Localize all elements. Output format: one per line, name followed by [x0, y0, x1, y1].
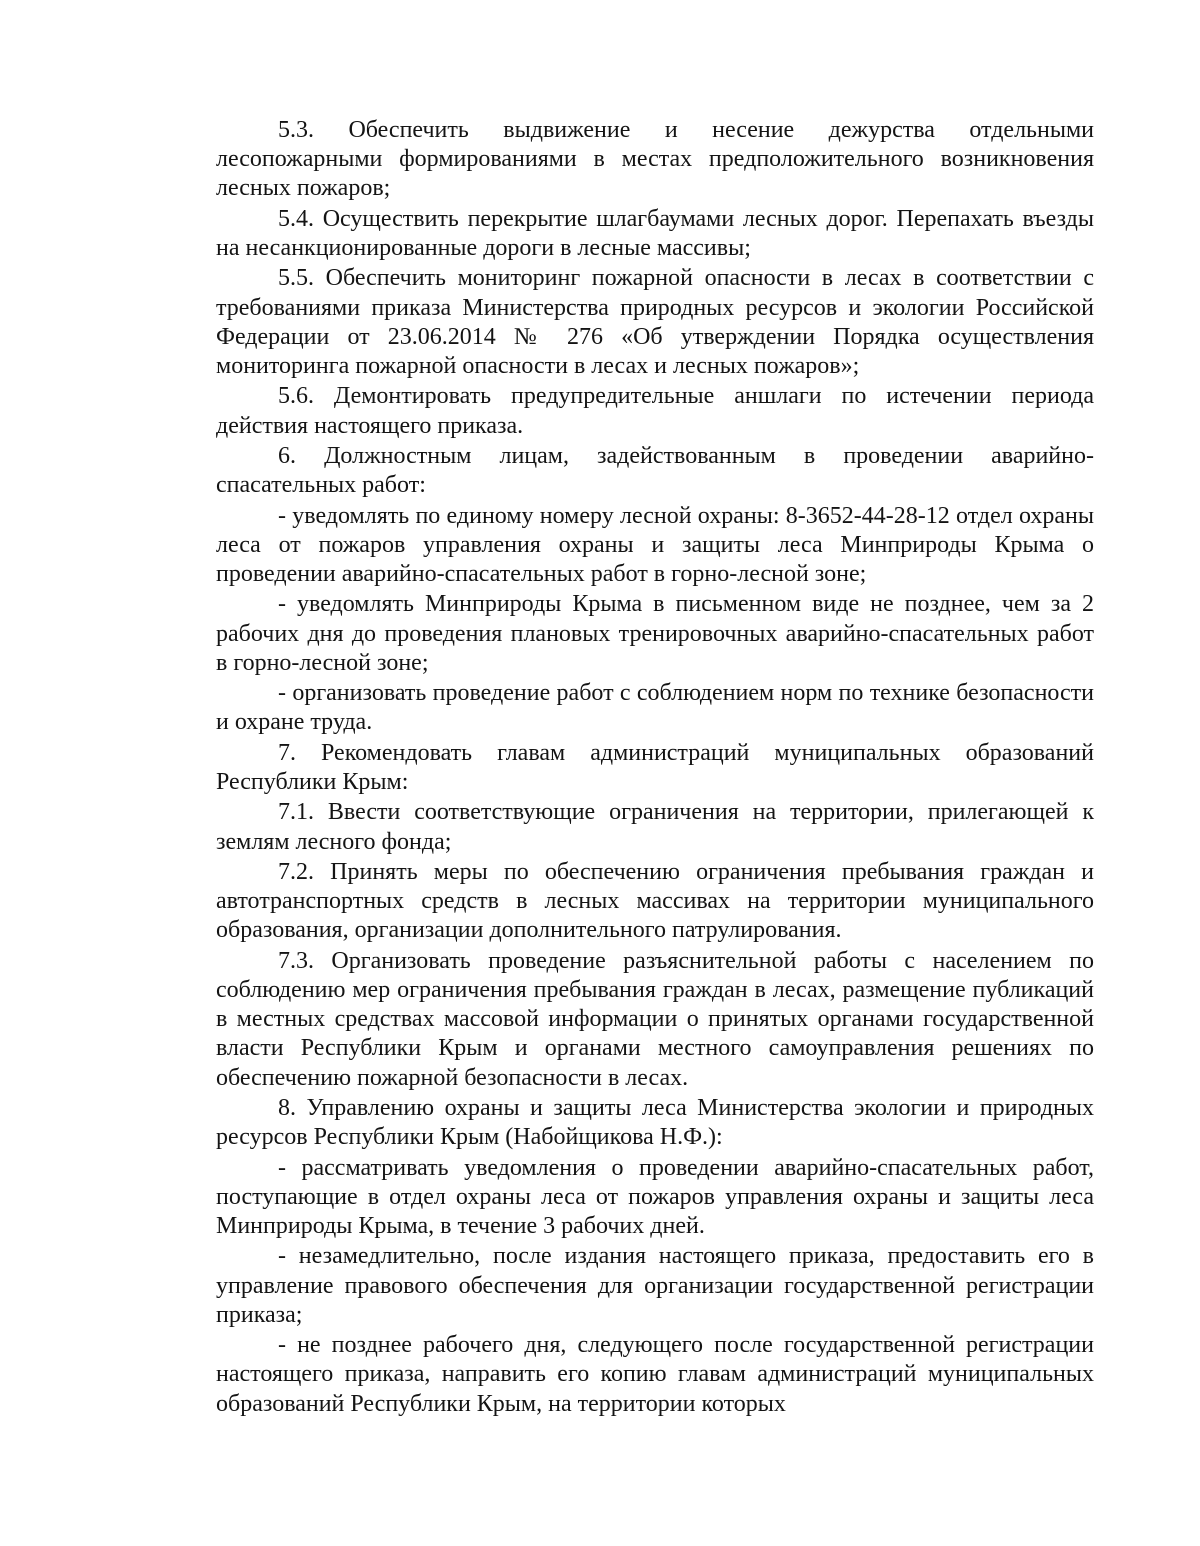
paragraph-7: 7. Рекомендовать главам администраций муниципальных образований Республики Крым:	[216, 739, 1094, 795]
paragraph-7-1: 7.1. Ввести соответствующие ограничения на территории, прилегающей к землям лесного фонда;	[216, 799, 1094, 855]
paragraph-5-5: 5.5. Обеспечить мониторинг пожарной опасности в лесах в соответствии с требованиями приказа Министерства природных ресурсов и экологии Российской Федерации от 23.06.2014 № 276 «Об утверждении Порядка осуществления мониторинга пожарной опасности в лесах и лесных пожаров»;	[216, 265, 1094, 379]
paragraph-5-3: 5.3. Обеспечить выдвижение и несение дежурства отдельными лесопожарными формированиями в местах предположительного возникновения лесных пожаров;	[216, 117, 1094, 202]
paragraph-5-6: 5.6. Демонтировать предупредительные аншлаги по истечении периода действия настоящего приказа.	[216, 383, 1094, 439]
paragraph-7-2: 7.2. Принять меры по обеспечению ограничения пребывания граждан и автотранспортных средств в лесных массивах на территории муниципального образования, организации дополнительного патрулирования.	[216, 858, 1094, 944]
paragraph-7-3: 7.3. Организовать проведение разъяснительной работы с населением по соблюдению мер ограничения пребывания граждан в лесах, размещение публикаций в местных средствах массовой информации о принятых органами государственной власти Республики Крым и органами местного самоуправления решениях по обеспечению пожарной безопасности в лесах.	[216, 947, 1094, 1091]
paragraph-8-item-1: - рассматривать уведомления о проведении аварийно-спасательных работ, поступающие в отдел охраны леса от пожаров управления охраны и защиты леса Минприроды Крыма, в течение 3 рабочих дней.	[216, 1154, 1094, 1239]
paragraph-6-item-3: - организовать проведение работ с соблюдением норм по технике безопасности и охране труда.	[216, 680, 1094, 736]
paragraph-8: 8. Управлению охраны и защиты леса Министерства экологии и природных ресурсов Республики Крым (Набойщикова Н.Ф.):	[216, 1094, 1094, 1151]
paragraph-5-4: 5.4. Осуществить перекрытие шлагбаумами лесных дорог. Перепахать въезды на несанкционированные дороги в лесные массивы;	[216, 205, 1094, 261]
paragraph-6-item-2: - уведомлять Минприроды Крыма в письменном виде не позднее, чем за 2 рабочих дня до проведения плановых тренировочных аварийно-спасательных работ в горно-лесной зоне;	[216, 591, 1094, 676]
paragraph-6: 6. Должностным лицам, задействованным в проведении аварийно-спасательных работ:	[216, 442, 1094, 499]
paragraph-8-item-3: - не позднее рабочего дня, следующего после государственной регистрации настоящего приказа, направить его копию главам администраций муниципальных образований Республики Крым, на территории которых	[216, 1332, 1094, 1417]
paragraph-6-item-1: - уведомлять по единому номеру лесной охраны: 8-3652-44-28-12 отдел охраны леса от пожаров управления охраны и защиты леса Минприроды Крыма о проведении аварийно-спасательных работ в горно-лесной зоне;	[216, 502, 1094, 587]
paragraph-8-item-2: - незамедлительно, после издания настоящего приказа, предоставить его в управление правового обеспечения для организации государственной регистрации приказа;	[216, 1243, 1094, 1328]
